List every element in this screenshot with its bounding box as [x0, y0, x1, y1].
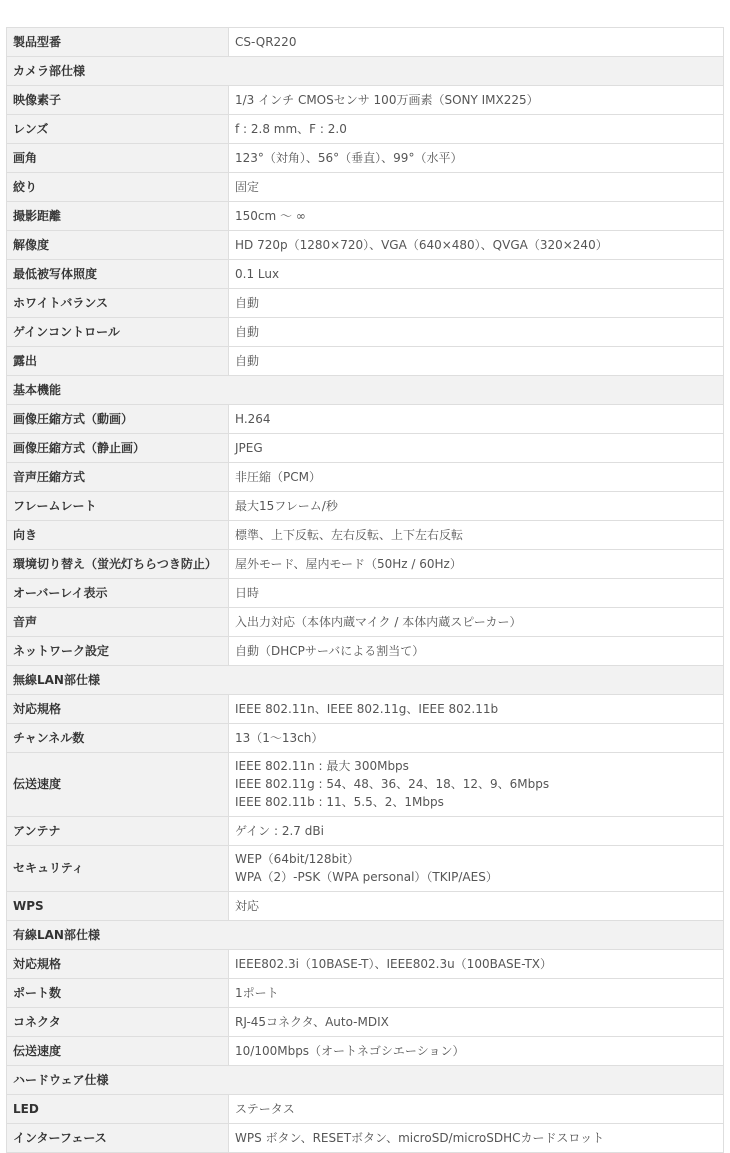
spec-row — [7, 724, 724, 753]
spec-value: 0.1 Lux — [229, 260, 724, 289]
spec-label: フレームレート — [7, 492, 229, 521]
spec-row — [7, 1008, 724, 1037]
spec-value-line: WEP（64bit/128bit） — [235, 852, 360, 866]
spec-row — [7, 1124, 724, 1153]
spec-value: IEEE 802.11n、IEEE 802.11g、IEEE 802.11b — [229, 695, 724, 724]
spec-label: 製品型番 — [7, 28, 229, 57]
spec-value: 対応 — [229, 892, 724, 921]
section-header-row — [7, 921, 724, 950]
spec-value: 標準、上下反転、左右反転、上下左右反転 — [229, 521, 724, 550]
spec-value: 13（1～13ch） — [229, 724, 724, 753]
spec-label: コネクタ — [7, 1008, 229, 1037]
spec-row — [7, 979, 724, 1008]
section-header-row — [7, 57, 724, 86]
spec-row — [7, 231, 724, 260]
spec-label: 対応規格 — [7, 695, 229, 724]
section-header-row — [7, 666, 724, 695]
spec-value-line: WPA（2）-PSK（WPA personal）（TKIP/AES） — [235, 870, 498, 884]
spec-table — [6, 27, 724, 1153]
spec-label: 向き — [7, 521, 229, 550]
spec-value: HD 720p（1280×720）、VGA（640×480）、QVGA（320×240） — [229, 231, 724, 260]
spec-label: インターフェース — [7, 1124, 229, 1153]
spec-label: 映像素子 — [7, 86, 229, 115]
spec-value: ステータス — [229, 1095, 724, 1124]
spec-row — [7, 173, 724, 202]
spec-value: 自動（DHCPサーバによる割当て） — [229, 637, 724, 666]
spec-value: RJ-45コネクタ、Auto-MDIX — [229, 1008, 724, 1037]
spec-row — [7, 115, 724, 144]
spec-label: 伝送速度 — [7, 1037, 229, 1066]
spec-value: H.264 — [229, 405, 724, 434]
spec-value: 入出力対応（本体内蔵マイク / 本体内蔵スピーカー） — [229, 608, 724, 637]
spec-row — [7, 28, 724, 57]
spec-row — [7, 579, 724, 608]
spec-row — [7, 608, 724, 637]
spec-value: 固定 — [229, 173, 724, 202]
spec-row — [7, 1095, 724, 1124]
spec-label: ポート数 — [7, 979, 229, 1008]
spec-value-line: IEEE 802.11g : 54、48、36、24、18、12、9、6Mbps — [235, 777, 550, 791]
spec-value: 非圧縮（PCM） — [229, 463, 724, 492]
spec-value: IEEE802.3i（10BASE-T）、IEEE802.3u（100BASE-TX） — [229, 950, 724, 979]
spec-row — [7, 492, 724, 521]
spec-value: 123°（対角）、56°（垂直）、99°（水平） — [229, 144, 724, 173]
spec-label: 解像度 — [7, 231, 229, 260]
spec-value: 150cm ～ ∞ — [229, 202, 724, 231]
section-title: ハードウェア仕様 — [7, 1066, 724, 1095]
spec-row — [7, 202, 724, 231]
section-header-row — [7, 376, 724, 405]
spec-label: セキュリティ — [7, 846, 229, 892]
spec-label: 最低被写体照度 — [7, 260, 229, 289]
spec-value: WPS ボタン、RESETボタン、microSD/microSDHCカードスロット — [229, 1124, 724, 1153]
spec-label: レンズ — [7, 115, 229, 144]
spec-label: WPS — [7, 892, 229, 921]
spec-table-body — [7, 28, 724, 1153]
spec-row — [7, 144, 724, 173]
spec-row — [7, 846, 724, 892]
spec-value: 最大15フレーム/秒 — [229, 492, 724, 521]
section-header-row — [7, 1066, 724, 1095]
spec-value: 自動 — [229, 347, 724, 376]
spec-label: 撮影距離 — [7, 202, 229, 231]
spec-label: 画角 — [7, 144, 229, 173]
spec-value-line: IEEE 802.11n : 最大 300Mbps — [235, 759, 409, 773]
section-title: 無線LAN部仕様 — [7, 666, 724, 695]
spec-label: アンテナ — [7, 817, 229, 846]
section-title: 有線LAN部仕様 — [7, 921, 724, 950]
spec-label: 対応規格 — [7, 950, 229, 979]
spec-value: 1ポート — [229, 979, 724, 1008]
spec-label: ゲインコントロール — [7, 318, 229, 347]
spec-row — [7, 1037, 724, 1066]
spec-label: 伝送速度 — [7, 753, 229, 817]
spec-value: 自動 — [229, 318, 724, 347]
section-title: カメラ部仕様 — [7, 57, 724, 86]
spec-label: 露出 — [7, 347, 229, 376]
spec-row — [7, 950, 724, 979]
spec-row — [7, 753, 724, 817]
spec-value: JPEG — [229, 434, 724, 463]
spec-label: ネットワーク設定 — [7, 637, 229, 666]
spec-value: CS-QR220 — [229, 28, 724, 57]
spec-row — [7, 521, 724, 550]
spec-row — [7, 550, 724, 579]
spec-value-line: IEEE 802.11b : 11、5.5、2、1Mbps — [235, 795, 444, 809]
spec-value: 1/3 インチ CMOSセンサ 100万画素（SONY IMX225） — [229, 86, 724, 115]
spec-label: 画像圧縮方式（動画） — [7, 405, 229, 434]
spec-value: 屋外モード、屋内モード（50Hz / 60Hz） — [229, 550, 724, 579]
spec-row — [7, 817, 724, 846]
spec-row — [7, 637, 724, 666]
spec-label: ホワイトバランス — [7, 289, 229, 318]
spec-label: 音声 — [7, 608, 229, 637]
spec-row — [7, 463, 724, 492]
spec-row — [7, 86, 724, 115]
spec-value: ゲイン : 2.7 dBi — [229, 817, 724, 846]
spec-value: 10/100Mbps（オートネゴシエーション） — [229, 1037, 724, 1066]
spec-row — [7, 405, 724, 434]
spec-row — [7, 434, 724, 463]
spec-value — [229, 753, 724, 817]
spec-label: チャンネル数 — [7, 724, 229, 753]
spec-value: 自動 — [229, 289, 724, 318]
spec-label: LED — [7, 1095, 229, 1124]
spec-value: f : 2.8 mm、F : 2.0 — [229, 115, 724, 144]
spec-row — [7, 318, 724, 347]
spec-row — [7, 892, 724, 921]
spec-row — [7, 289, 724, 318]
spec-row — [7, 695, 724, 724]
spec-label: 環境切り替え（蛍光灯ちらつき防止） — [7, 550, 229, 579]
spec-row — [7, 260, 724, 289]
section-title: 基本機能 — [7, 376, 724, 405]
spec-label: 音声圧縮方式 — [7, 463, 229, 492]
spec-label: 画像圧縮方式（静止画） — [7, 434, 229, 463]
spec-value: 日時 — [229, 579, 724, 608]
spec-row — [7, 347, 724, 376]
spec-label: 絞り — [7, 173, 229, 202]
spec-label: オーバーレイ表示 — [7, 579, 229, 608]
spec-value — [229, 846, 724, 892]
